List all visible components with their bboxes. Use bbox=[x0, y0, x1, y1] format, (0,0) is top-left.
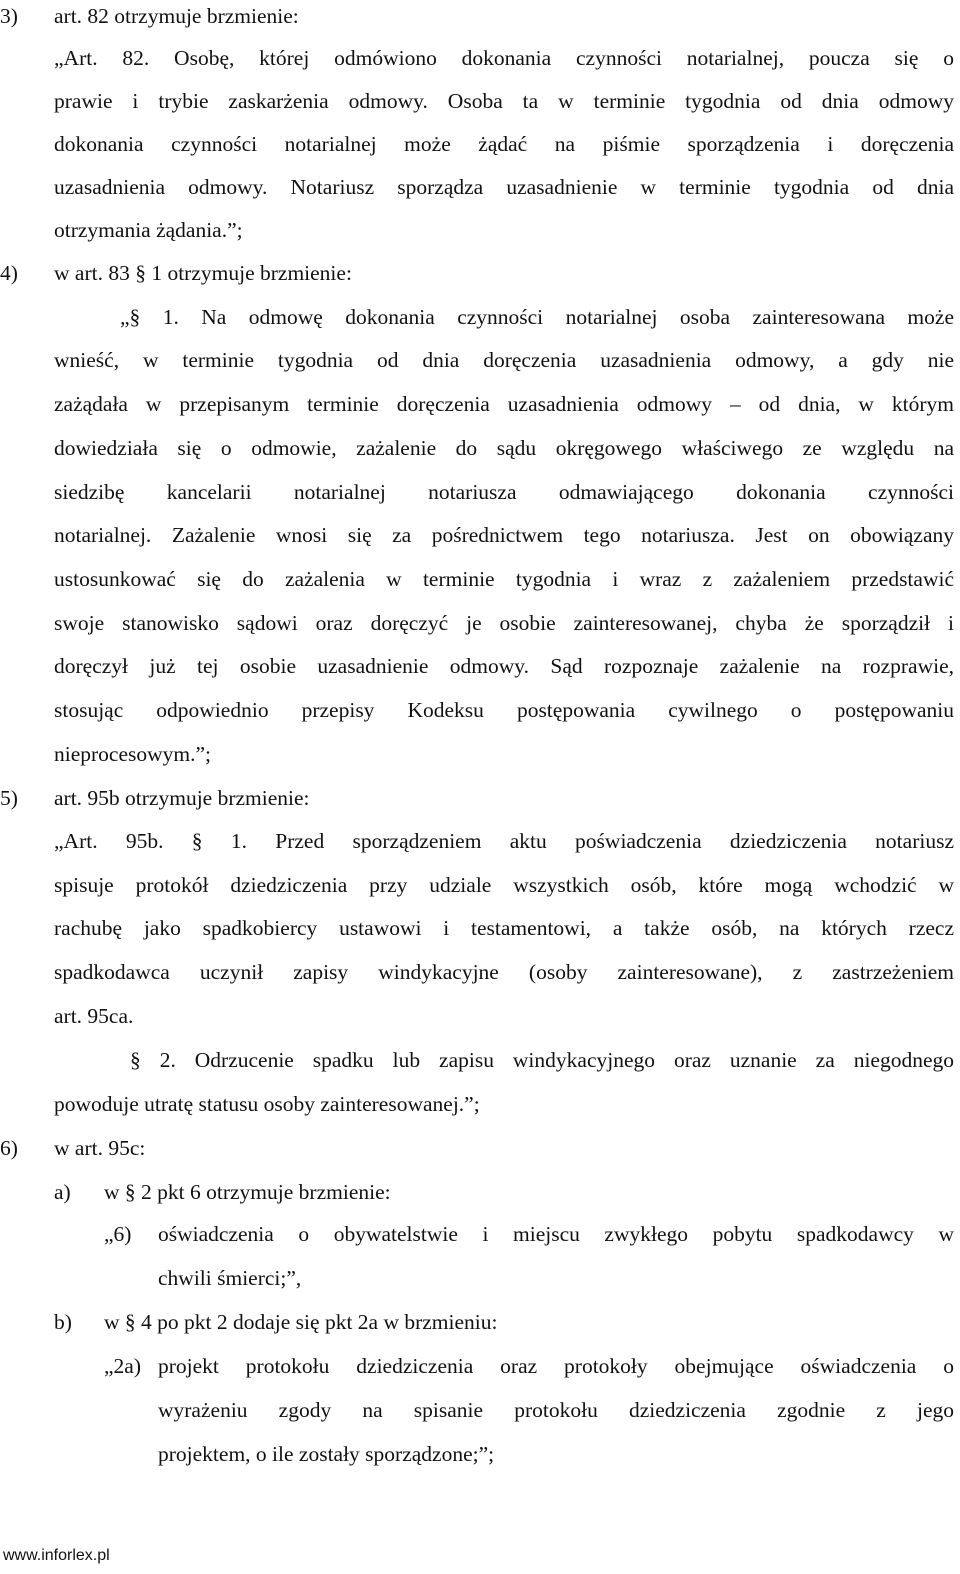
item-number: 6) bbox=[0, 1136, 18, 1160]
text-line: uzasadnienia odmowy. Notariusz sporządza uzasadnienie w terminie tygodnia od dnia bbox=[54, 175, 954, 199]
item-intro: art. 82 otrzymuje brzmienie: bbox=[54, 4, 299, 28]
text-line: spisuje protokół dziedziczenia przy udziale wszystkich osób, które mogą wchodzić w bbox=[54, 873, 954, 897]
text-line: wyrażeniu zgody na spisanie protokołu dziedziczenia zgodnie z jego bbox=[158, 1398, 954, 1422]
item-number: 3) bbox=[0, 4, 18, 28]
text-line: § 2. Odrzucenie spadku lub zapisu windykacyjnego oraz uznanie za niegodnego bbox=[130, 1048, 954, 1072]
text-line: powoduje utratę statusu osoby zainteresowanej.”; bbox=[54, 1092, 480, 1116]
text-line: oświadczenia o obywatelstwie i miejscu zwykłego pobytu spadkodawcy w bbox=[158, 1222, 954, 1246]
text-line: spadkodawca uczynił zapisy windykacyjne (osoby zainteresowane), z zastrzeżeniem bbox=[54, 960, 954, 984]
subitem-intro: w § 4 po pkt 2 dodaje się pkt 2a w brzmieniu: bbox=[104, 1310, 498, 1334]
text-line: dokonania czynności notarialnej może żądać na piśmie sporządzenia i doręczenia bbox=[54, 132, 954, 156]
footer-url: www.inforlex.pl bbox=[3, 1547, 110, 1564]
text-line: ustosunkować się do zażalenia w terminie tygodnia i wraz z zażaleniem przedstawić bbox=[54, 567, 954, 591]
item-number: 4) bbox=[0, 261, 18, 285]
subitem-letter: b) bbox=[54, 1310, 72, 1334]
item-intro: w art. 83 § 1 otrzymuje brzmienie: bbox=[54, 261, 352, 285]
text-line: siedzibę kancelarii notarialnej notariusza odmawiającego dokonania czynności bbox=[54, 480, 954, 504]
text-line: stosując odpowiednio przepisy Kodeksu postępowania cywilnego o postępowaniu bbox=[54, 698, 954, 722]
text-line: „Art. 82. Osobę, której odmówiono dokonania czynności notarialnej, poucza się o bbox=[54, 46, 954, 70]
text-line: zażądała w przepisanym terminie doręczenia uzasadnienia odmowy – od dnia, w którym bbox=[54, 392, 954, 416]
text-line: prawie i trybie zaskarżenia odmowy. Osoba ta w terminie tygodnia od dnia odmowy bbox=[54, 89, 954, 113]
point-number: „6) bbox=[104, 1222, 132, 1246]
text-line: swoje stanowisko sądowi oraz doręczyć je osobie zainteresowanej, chyba że sporządził i bbox=[54, 611, 954, 635]
item-intro: art. 95b otrzymuje brzmienie: bbox=[54, 786, 310, 810]
text-line: otrzymania żądania.”; bbox=[54, 218, 243, 242]
subitem-letter: a) bbox=[54, 1180, 71, 1204]
text-line: art. 95ca. bbox=[54, 1004, 134, 1028]
text-line: notarialnej. Zażalenie wnosi się za pośrednictwem tego notariusza. Jest on obowiązany bbox=[54, 523, 954, 547]
item-number: 5) bbox=[0, 786, 18, 810]
text-line: projektem, o ile zostały sporządzone;”; bbox=[158, 1442, 495, 1466]
text-line: doręczył już tej osobie uzasadnienie odmowy. Sąd rozpoznaje zażalenie na rozprawie, bbox=[54, 654, 954, 678]
text-line: „Art. 95b. § 1. Przed sporządzeniem aktu poświadczenia dziedziczenia notariusz bbox=[54, 829, 954, 853]
text-line: projekt protokołu dziedziczenia oraz protokoły obejmujące oświadczenia o bbox=[158, 1354, 954, 1378]
text-line: chwili śmierci;”, bbox=[158, 1266, 302, 1290]
text-line: „§ 1. Na odmowę dokonania czynności notarialnej osoba zainteresowana może bbox=[120, 305, 954, 329]
text-line: dowiedziała się o odmowie, zażalenie do sądu okręgowego właściwego ze względu na bbox=[54, 436, 954, 460]
subitem-intro: w § 2 pkt 6 otrzymuje brzmienie: bbox=[104, 1180, 391, 1204]
text-line: rachubę jako spadkobiercy ustawowi i testamentowi, a także osób, na których rzecz bbox=[54, 916, 954, 940]
item-intro: w art. 95c: bbox=[54, 1136, 146, 1160]
text-line: nieprocesowym.”; bbox=[54, 742, 212, 766]
text-line: wnieść, w terminie tygodnia od dnia doręczenia uzasadnienia odmowy, a gdy nie bbox=[54, 348, 954, 372]
point-number: „2a) bbox=[104, 1354, 141, 1378]
